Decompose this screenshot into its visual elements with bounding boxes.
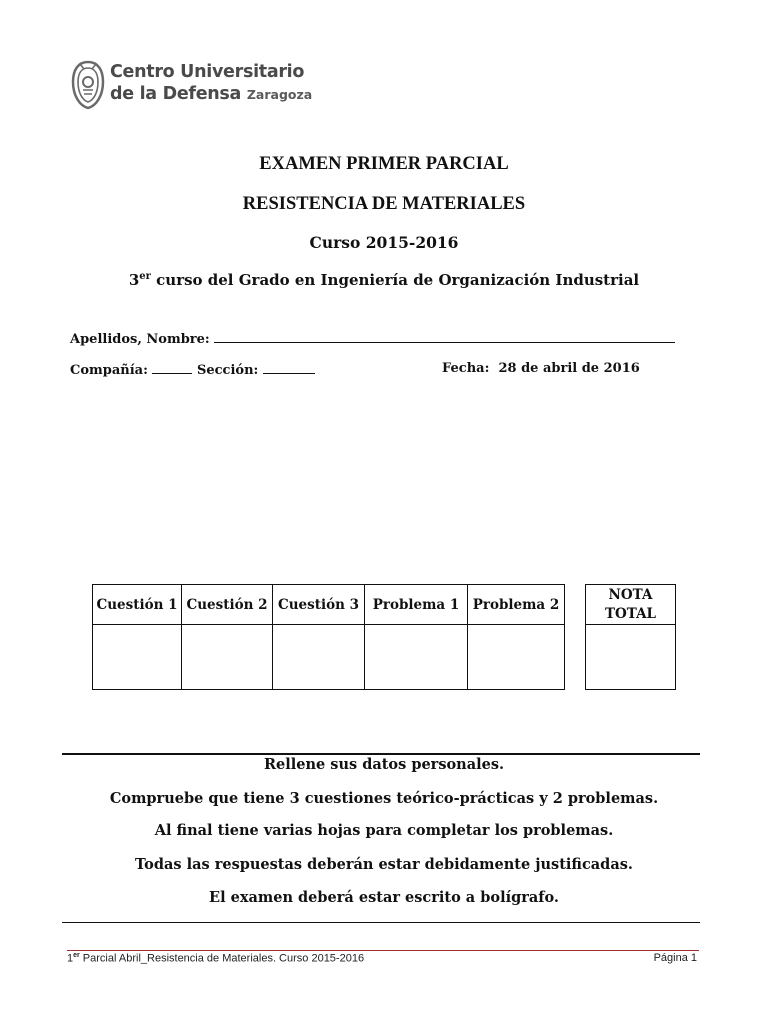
university-crest-icon bbox=[70, 60, 106, 110]
company-section-field bbox=[70, 361, 315, 378]
footer-left-text bbox=[67, 952, 364, 965]
name-blank[interactable] bbox=[214, 330, 675, 343]
institution-logo bbox=[70, 60, 313, 112]
total-header-line2: TOTAL bbox=[604, 605, 657, 622]
logo-text-zaragoza: Zaragoza bbox=[246, 87, 313, 102]
footer-number: 1 bbox=[67, 952, 74, 965]
instruction-1: Rellene sus datos personales. bbox=[263, 756, 505, 773]
company-label: Compañía: bbox=[70, 363, 148, 378]
page-number: Página 1 bbox=[653, 952, 697, 964]
course-year: Curso 2015-2016 bbox=[309, 233, 459, 252]
degree-number: 3 bbox=[128, 271, 140, 289]
instruction-2: Compruebe que tiene 3 cuestiones teórico-prácticas y 2 problemas. bbox=[109, 790, 659, 807]
total-score-row bbox=[586, 625, 676, 690]
grade-cell-problema-2[interactable] bbox=[468, 625, 565, 690]
instructions-top-rule bbox=[62, 753, 700, 755]
grade-cell-cuestion-3[interactable] bbox=[273, 625, 365, 690]
date-value: 28 de abril de 2016 bbox=[498, 361, 640, 376]
exam-title: EXAMEN PRIMER PARCIAL bbox=[259, 154, 509, 174]
subject-title: RESISTENCIA DE MATERIALES bbox=[242, 194, 526, 214]
name-field bbox=[70, 330, 675, 347]
degree-ordinal: er bbox=[139, 271, 151, 282]
grade-header-cuestion-1: Cuestión 1 bbox=[93, 585, 182, 625]
logo-text-line1: Centro Universitario bbox=[110, 62, 305, 82]
instruction-4: Todas las respuestas deberán estar debidamente justificadas. bbox=[135, 856, 633, 873]
logo-text-defensa: de la Defensa bbox=[110, 84, 242, 104]
total-cell[interactable] bbox=[586, 625, 676, 690]
footer-title: Parcial Abril_Resistencia de Materiales. Curso 2015-2016 bbox=[79, 952, 365, 965]
degree-text: curso del Grado en Ingeniería de Organización Industrial bbox=[150, 271, 640, 289]
grades-score-row bbox=[93, 625, 565, 690]
footer-rule bbox=[67, 950, 699, 951]
instructions-bottom-rule bbox=[62, 922, 700, 923]
instruction-5: El examen deberá estar escrito a bolígrafo. bbox=[209, 889, 559, 906]
total-header-row bbox=[586, 585, 676, 625]
logo-text-line2 bbox=[110, 84, 312, 104]
grade-header-problema-2: Problema 2 bbox=[468, 585, 565, 625]
instruction-3: Al final tiene varias hojas para completar los problemas. bbox=[154, 822, 614, 839]
total-header-line1: NOTA bbox=[608, 586, 653, 603]
total-grade-table bbox=[585, 584, 676, 690]
grade-header-problema-1: Problema 1 bbox=[365, 585, 468, 625]
name-label: Apellidos, Nombre: bbox=[70, 332, 210, 347]
grade-header-cuestion-3: Cuestión 3 bbox=[273, 585, 365, 625]
grade-cell-cuestion-1[interactable] bbox=[93, 625, 182, 690]
footer-ordinal: er bbox=[73, 952, 80, 959]
grade-cell-problema-1[interactable] bbox=[365, 625, 468, 690]
grades-table bbox=[92, 584, 565, 690]
degree-line bbox=[0, 271, 768, 289]
date-field bbox=[442, 361, 640, 376]
grade-cell-cuestion-2[interactable] bbox=[182, 625, 273, 690]
section-blank[interactable] bbox=[263, 361, 315, 374]
total-header bbox=[586, 585, 676, 625]
grades-header-row bbox=[93, 585, 565, 625]
section-label: Sección: bbox=[196, 363, 259, 378]
grade-header-cuestion-2: Cuestión 2 bbox=[182, 585, 273, 625]
date-label: Fecha: bbox=[442, 361, 490, 376]
company-blank[interactable] bbox=[152, 361, 192, 374]
